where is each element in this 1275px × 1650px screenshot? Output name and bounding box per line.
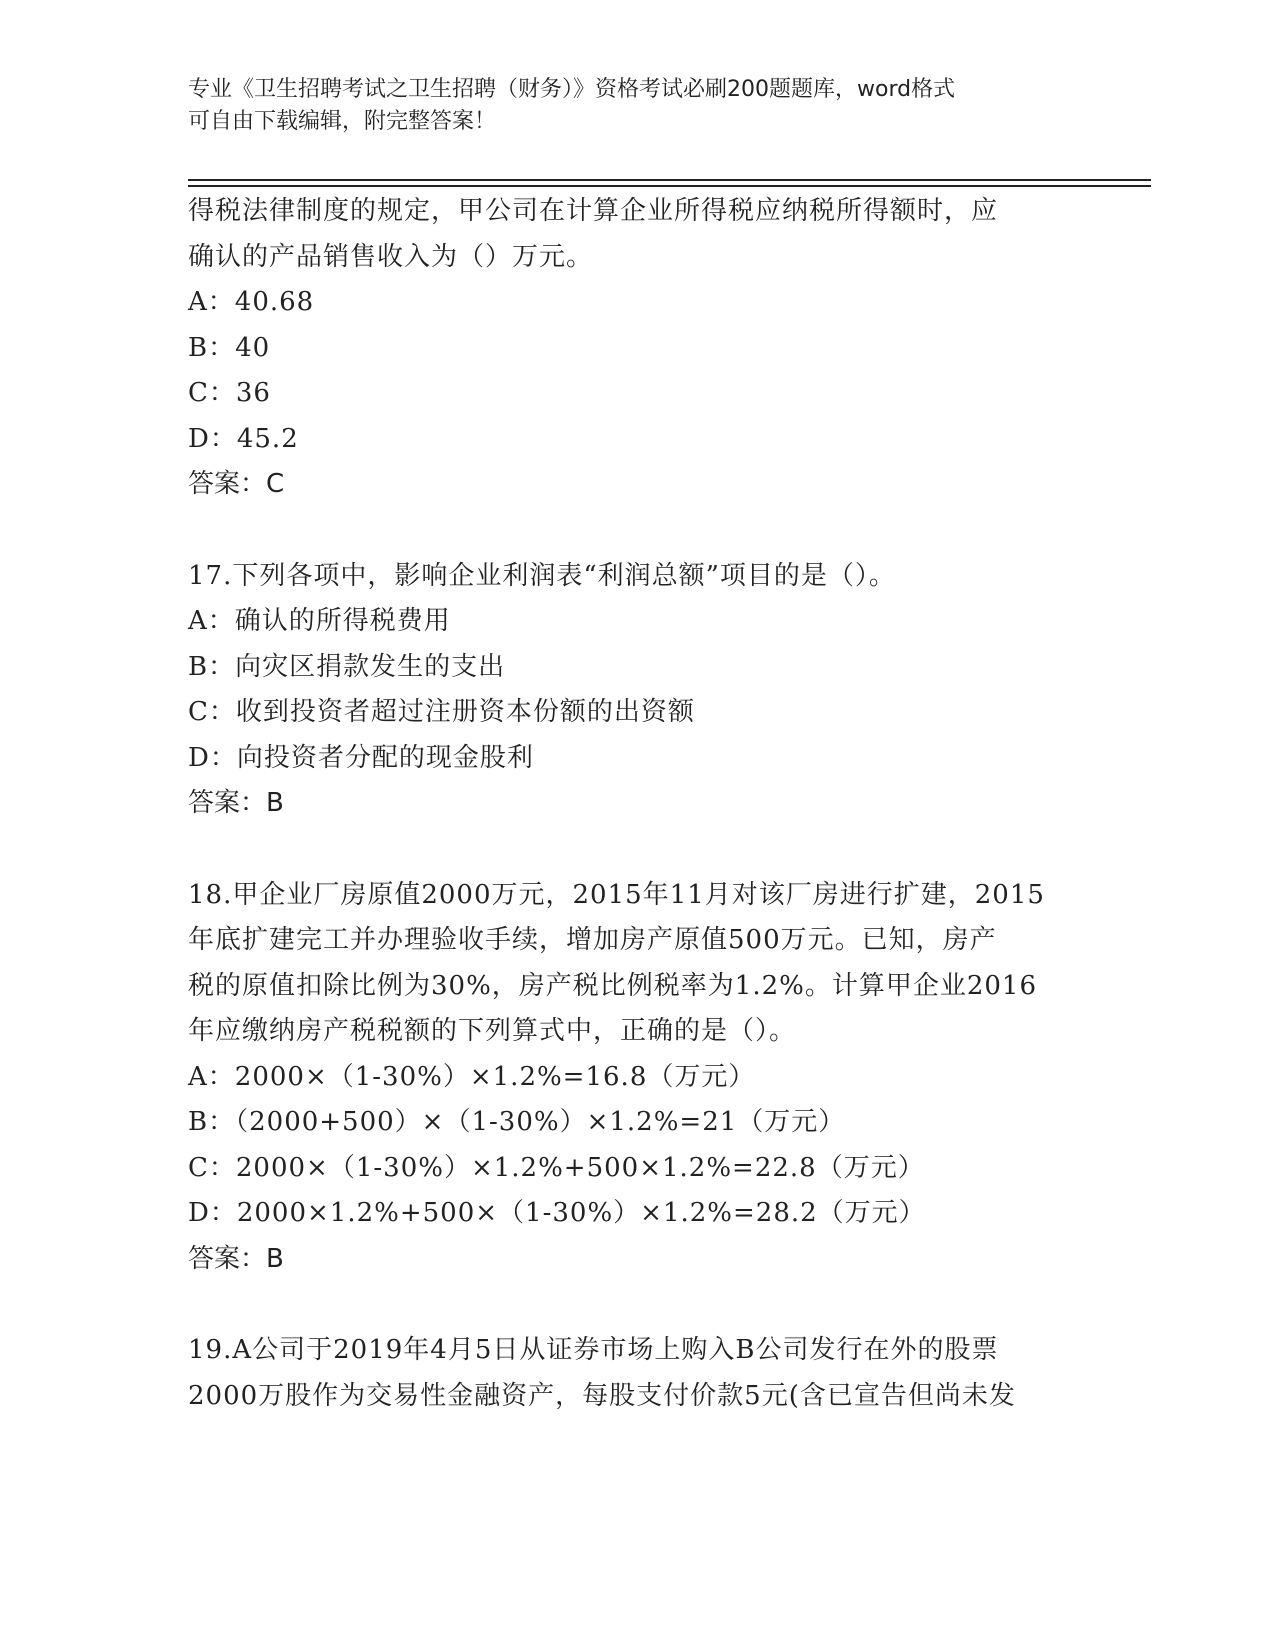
option-d: D：45.2 [188,423,299,454]
header-title-line1: 专业《卫生招聘考试之卫生招聘（财务）》资格考试必刷200题题库，word格式 [188,77,956,102]
header-rule-bottom [188,185,1151,187]
option-a: A：确认的所得税费用 [188,606,451,636]
option-b: B：向灾区捐款发生的支出 [188,651,506,682]
answer-line: 答案：B [188,788,284,818]
option-d: D：2000×1.2%+500×（1-30%）×1.2%=28.2（万元） [188,1198,926,1228]
question-stem-line: 19.A公司于2019年4月5日从证券市场上购入B公司发行在外的股票 [188,1335,999,1365]
option-b: B：（2000+500）×（1-30%）×1.2%=21（万元） [188,1107,846,1137]
question-list [188,189,1088,1419]
question-19 [188,1328,1088,1419]
question-stem-line: 2000万股作为交易性金融资产，每股支付价款5元(含已宣告但尚未发 [188,1380,1016,1411]
question-stem-line: 18.甲企业厂房原值2000万元，2015年11月对该厂房进行扩建，2015 [188,879,1045,910]
option-c: C：36 [188,378,271,408]
spacer [188,827,1088,873]
question-stem-line: 确认的产品销售收入为（）万元。 [188,241,594,272]
spacer [188,1282,1088,1328]
question-stem-line: 年底扩建完工并办理验收手续，增加房产原值500万元。已知，房产 [188,925,997,955]
option-d: D：向投资者分配的现金股利 [188,742,534,773]
header-rule-top [188,179,1151,181]
option-c: C：收到投资者超过注册资本份额的出资额 [188,697,695,727]
question-stem-line: 年应缴纳房产税税额的下列算式中，正确的是（）。 [188,1016,797,1046]
document-header [188,74,1088,138]
question-stem-line: 得税法律制度的规定，甲公司在计算企业所得税应纳税所得额时，应 [188,196,999,226]
answer-line: 答案：C [188,469,285,499]
option-c: C：2000×（1-30%）×1.2%+500×1.2%=22.8（万元） [188,1152,925,1183]
question-16 [188,189,1088,508]
question-17 [188,554,1088,827]
spacer [188,508,1088,554]
option-a: A：2000×（1-30%）×1.2%=16.8（万元） [188,1061,756,1092]
question-18 [188,873,1088,1283]
option-a: A：40.68 [188,287,315,317]
question-stem-line: 17.下列各项中，影响企业利润表“利润总额”项目的是（）。 [188,560,896,591]
question-stem-line: 税的原值扣除比例为30%，房产税比例税率为1.2%。计算甲企业2016 [188,970,1038,1001]
answer-line: 答案：B [188,1243,284,1274]
option-b: B：40 [188,332,271,363]
header-title-line2: 可自由下载编辑，附完整答案！ [188,109,497,134]
